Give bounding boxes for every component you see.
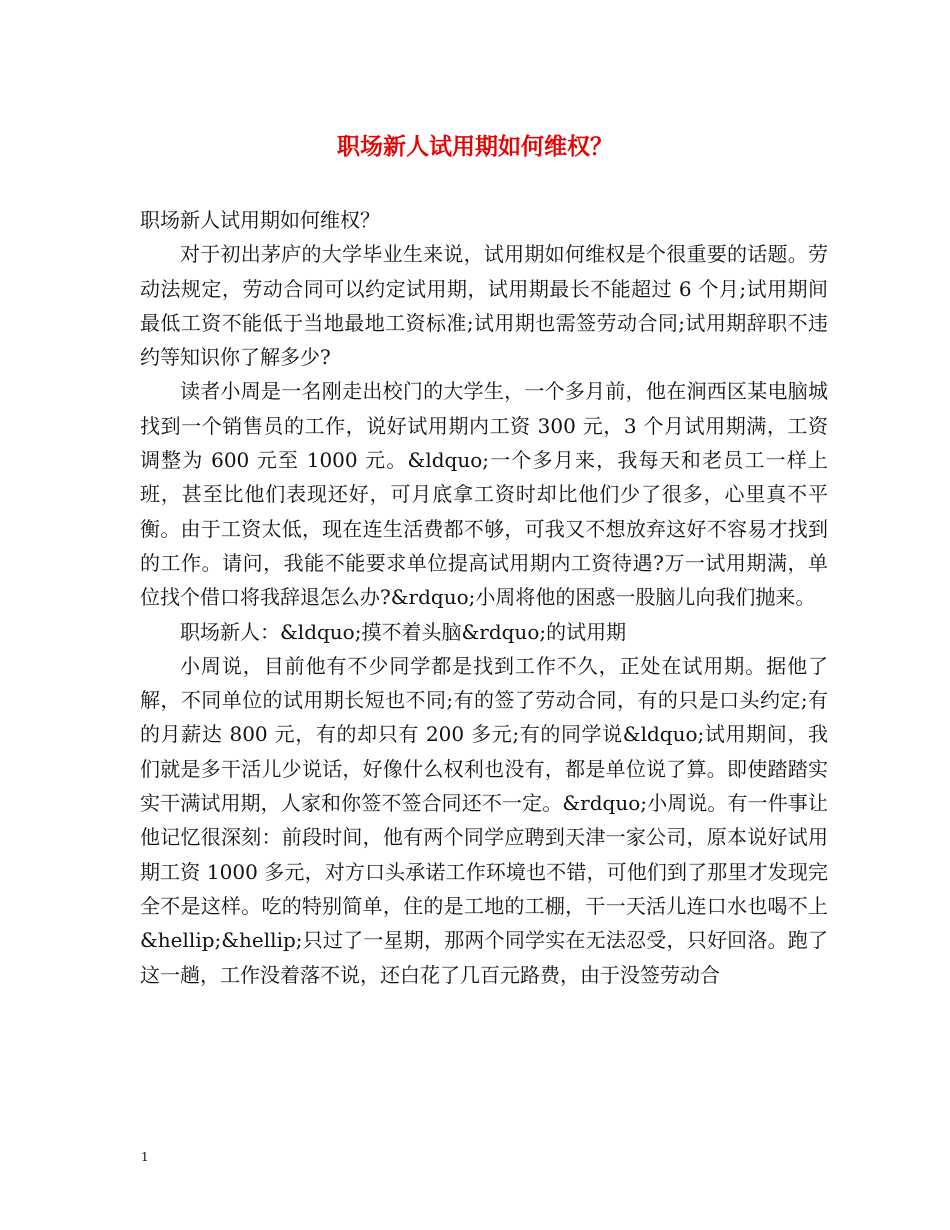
page-number: 1 [141,1150,149,1164]
paragraph-heading: 职场新人试用期如何维权？ [140,208,380,232]
paragraph-classmates: 小周说，目前他有不少同学都是找到工作不久，正处在试用期。据他了解，不同单位的试用期长短也不同;有的签了劳动合同，有的只是口头约定;有的月薪达 800 元，有的却只有 200 多元;有的同学说&ldquo;试用期间，我们就是多干活儿少说话，好像什么权利也没有，都是单位说了算。即使踏踏实实干满试用期，人家和你签不签合同还不一定。&rdquo;小周说。有一件事让他记忆很深刻：前段时间，他有两个同学应聘到天津一家公司，原本说好试用期工资 1000 多元，对方口头承诺工作环境也不错，可他们到了那里才发现完全不是这样。吃的特别简单，住的是工地的工棚，干一天活儿连口水也喝不上&hellip;&hellip;只过了一星期，那两个同学实在无法忍受，只好回洛。跑了这一趟，工作没着落不说，还白花了几百元路费，由于没签劳动合 [140,653,828,987]
paragraph-reader-story: 读者小周是一名刚走出校门的大学生，一个多月前，他在涧西区某电脑城找到一个销售员的工作，说好试用期内工资 300 元，3 个月试用期满，工资调整为 600 元至 1000 元。&ldquo;一个多月来，我每天和老员工一样上班，甚至比他们表现还好，可月底拿工资时却比他们少了很多，心里真不平衡。由于工资太低，现在连生活费都不够，可我又不想放弃这好不容易才找到的工作。请问，我能不能要求单位提高试用期内工资待遇?万一试用期满，单位找个借口将我辞退怎么办?&rdquo;小周将他的困惑一股脑儿向我们抛来。 [140,379,828,610]
paragraph-subheading: 职场新人：&ldquo;摸不着头脑&rdquo;的试用期 [180,619,627,644]
paragraph-intro: 对于初出茅庐的大学毕业生来说，试用期如何维权是个很重要的话题。劳动法规定，劳动合同可以约定试用期，试用期最长不能超过 6 个月;试用期间最低工资不能低于当地最地工资标准;试用期也需签劳动合同;试用期辞职不违约等知识你了解多少? [140,242,828,370]
document-body [140,203,828,992]
document-title: 职场新人试用期如何维权？ [337,133,613,160]
